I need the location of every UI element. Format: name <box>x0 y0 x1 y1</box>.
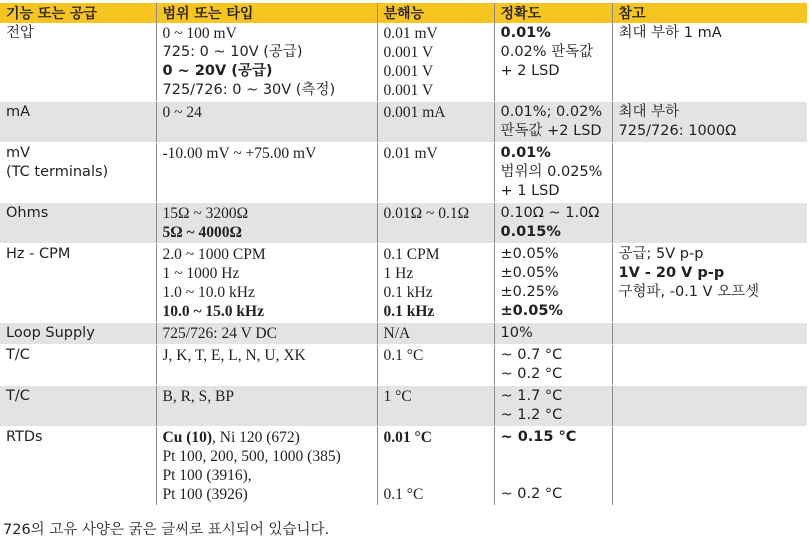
cell-range <box>156 345 377 386</box>
notes-line: 1V - 20 V p-p <box>618 265 725 281</box>
cell-function: Ohms <box>0 203 156 244</box>
range-line: 725/726: 0 ~ 30V (측정) <box>162 82 336 98</box>
table-row-tc-1 <box>0 345 807 386</box>
range-line: 0 ~ 24 <box>162 104 202 121</box>
spacer <box>384 447 494 466</box>
header-row <box>0 3 807 23</box>
range-line: Pt 100, 200, 500, 1000 (385) <box>162 448 341 465</box>
accuracy-line: ±0.05% <box>500 265 559 281</box>
cell-notes <box>612 23 807 102</box>
function-line: (TC terminals) <box>6 164 109 180</box>
cell-resolution <box>377 102 494 143</box>
resolution-line: 0.01 mV <box>383 25 438 42</box>
range-line <box>163 428 377 447</box>
cell-resolution <box>377 143 494 203</box>
accuracy-line: 0.015% <box>500 224 561 240</box>
cell-range <box>156 244 377 323</box>
header-notes: 참고 <box>612 3 807 23</box>
accuracy-line: ~ 0.15 °C <box>500 429 577 445</box>
resolution-line: 0.001 V <box>383 44 434 61</box>
accuracy-line: + 1 LSD <box>500 183 560 199</box>
accuracy-line: ±0.05% <box>500 246 559 262</box>
cell-resolution <box>377 23 494 102</box>
cell-resolution <box>377 345 494 386</box>
range-line: 15Ω ~ 3200Ω <box>162 205 249 222</box>
range-line: 1.0 ~ 10.0 kHz <box>162 284 255 301</box>
resolution-line: 1 °C <box>383 388 412 405</box>
cell-notes <box>612 244 807 323</box>
header-function: 기능 또는 공급 <box>0 3 156 23</box>
footnote: 726의 고유 사양은 굵은 글씨로 표시되어 있습니다. <box>3 522 330 538</box>
range-line: 1 ~ 1000 Hz <box>162 265 240 282</box>
cell-function: RTDs <box>0 427 156 506</box>
cell-range <box>156 23 377 102</box>
cell-resolution <box>377 427 494 506</box>
range-line: Pt 100 (3916), <box>162 467 252 484</box>
cell-notes <box>612 323 807 345</box>
cell-function: mA <box>0 102 156 143</box>
table-row-ma <box>0 102 807 143</box>
resolution-line: 0.001 V <box>383 82 434 99</box>
resolution-line: 0.1 CPM <box>383 246 440 263</box>
cell-function: Loop Supply <box>0 323 156 345</box>
range-line: -10.00 mV ~ +75.00 mV <box>162 145 317 162</box>
resolution-line: 0.1 kHz <box>383 303 435 320</box>
resolution-line: 0.01 mV <box>383 145 438 162</box>
cell-notes <box>612 386 807 427</box>
cell-range <box>156 143 377 203</box>
header-range: 범위 또는 타입 <box>156 3 377 23</box>
header-resolution: 분해능 <box>377 3 494 23</box>
cell-accuracy <box>494 23 612 102</box>
accuracy-line: ±0.05% <box>500 303 563 319</box>
cell-range <box>156 427 377 506</box>
accuracy-line: 0.02% 판독값 <box>500 44 594 60</box>
resolution-line: 0.1 °C <box>383 486 424 503</box>
accuracy-line: + 2 LSD <box>500 63 560 79</box>
cell-function: T/C <box>0 386 156 427</box>
range-line: 0 ~ 20V (공급) <box>162 63 273 79</box>
accuracy-line: ~ 0.2 °C <box>500 366 563 382</box>
accuracy-line: 범위의 0.025% <box>500 164 603 180</box>
cell-accuracy <box>494 203 612 244</box>
resolution-line: 0.1 kHz <box>383 284 433 301</box>
cell-range <box>156 323 377 345</box>
accuracy-line: 0.01%; 0.02% <box>500 104 603 120</box>
accuracy-line: ±0.25% <box>500 284 559 300</box>
spacer <box>501 466 612 485</box>
resolution-line: N/A <box>383 325 411 342</box>
cell-accuracy <box>494 102 612 143</box>
resolution-line: 0.001 V <box>383 63 434 80</box>
range-line: 5Ω ~ 4000Ω <box>162 224 242 241</box>
table-row-loop-supply <box>0 323 807 345</box>
accuracy-line: ~ 0.2 °C <box>500 486 563 502</box>
accuracy-line: 0.01% <box>500 25 551 41</box>
header-accuracy: 정확도 <box>494 3 612 23</box>
accuracy-line: 10% <box>500 325 533 341</box>
cell-notes <box>612 102 807 143</box>
spacer <box>384 466 494 485</box>
notes-line: 구형파, -0.1 V 오프셋 <box>618 284 760 300</box>
range-line: J, K, T, E, L, N, U, XK <box>162 347 306 364</box>
notes-line: 공급; 5V p-p <box>618 246 704 262</box>
notes-line: 최대 부하 <box>618 104 680 120</box>
table-row-ohms <box>0 203 807 244</box>
cell-range <box>156 203 377 244</box>
cell-function: T/C <box>0 345 156 386</box>
cell-function: Hz - CPM <box>0 244 156 323</box>
range-rest-part: , Ni 120 (672) <box>212 429 300 446</box>
cell-notes <box>612 345 807 386</box>
table-row-rtds <box>0 427 807 506</box>
range-line: 0 ~ 100 mV <box>162 25 237 42</box>
accuracy-line: 0.10Ω ~ 1.0Ω <box>500 205 600 221</box>
cell-notes <box>612 427 807 506</box>
resolution-line: 0.01 °C <box>383 429 432 446</box>
table-row-mv <box>0 143 807 203</box>
range-line: 725/726: 24 V DC <box>162 325 277 342</box>
accuracy-line: 0.01% <box>500 145 551 161</box>
cell-accuracy <box>494 244 612 323</box>
accuracy-line: ~ 0.7 °C <box>500 347 563 363</box>
cell-resolution <box>377 386 494 427</box>
resolution-line: 0.001 mA <box>383 104 446 121</box>
resolution-line: 0.1 °C <box>383 347 424 364</box>
cell-resolution <box>377 244 494 323</box>
resolution-line: 1 Hz <box>383 265 414 282</box>
table-row-voltage <box>0 23 807 102</box>
cell-resolution <box>377 323 494 345</box>
accuracy-line: ~ 1.7 °C <box>500 388 563 404</box>
table-row-tc-2 <box>0 386 807 427</box>
range-line: 725: 0 ~ 10V (공급) <box>162 44 303 60</box>
range-line: B, R, S, BP <box>162 388 235 405</box>
range-line: Pt 100 (3926) <box>162 486 248 503</box>
range-line: 2.0 ~ 1000 CPM <box>162 246 266 263</box>
cell-range <box>156 386 377 427</box>
cell-accuracy <box>494 345 612 386</box>
cell-accuracy <box>494 427 612 506</box>
cell-function <box>0 143 156 203</box>
cell-notes <box>612 143 807 203</box>
cell-function: 전압 <box>0 23 156 102</box>
cell-accuracy <box>494 323 612 345</box>
range-bold-part: Cu (10) <box>162 429 213 446</box>
notes-line: 최대 부하 1 mA <box>618 25 722 41</box>
spec-table <box>0 3 807 506</box>
range-line: 10.0 ~ 15.0 kHz <box>162 303 264 320</box>
accuracy-line: ~ 1.2 °C <box>500 407 563 423</box>
spacer <box>501 447 612 466</box>
cell-accuracy <box>494 386 612 427</box>
cell-resolution <box>377 203 494 244</box>
notes-line: 725/726: 1000Ω <box>618 123 737 139</box>
function-line: mV <box>6 145 31 161</box>
cell-notes <box>612 203 807 244</box>
resolution-line: 0.01Ω ~ 0.1Ω <box>383 205 470 222</box>
cell-range <box>156 102 377 143</box>
table-row-hz <box>0 244 807 323</box>
accuracy-line: 판독값 +2 LSD <box>500 123 602 139</box>
cell-accuracy <box>494 143 612 203</box>
